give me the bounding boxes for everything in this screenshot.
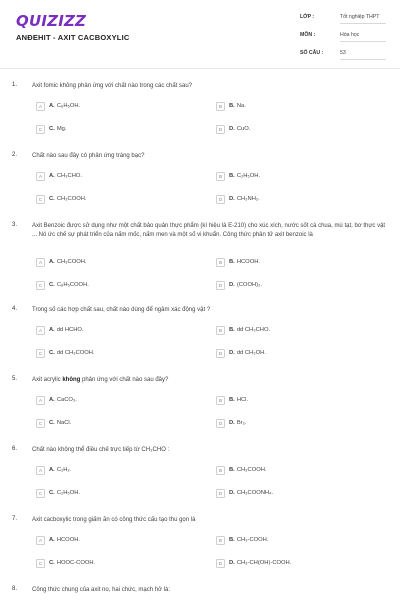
option-text: HOOC-COOH. (56, 560, 96, 566)
option-text: C₂H₅OH. (56, 490, 81, 496)
option-b[interactable] (216, 324, 270, 336)
question-number: 6. (12, 446, 18, 452)
option-text: HCOOH. (56, 537, 81, 543)
question-text-post: phản ứng với chất nào sau đây? (80, 377, 169, 383)
question-text-pre: Axit acrylic (32, 377, 63, 383)
info-value: Tốt nghiệp THPT (340, 14, 386, 24)
option-text: CH₃COONH₄. (236, 490, 274, 496)
option-text: C₂H₂. (56, 467, 72, 473)
option-box: A (36, 536, 45, 545)
option-key: B. (229, 397, 235, 403)
option-box: D (216, 281, 225, 290)
option-box: A (36, 466, 45, 475)
option-box: A (36, 172, 45, 181)
option-text: HCl. (236, 397, 249, 403)
option-text: CH₃COOH. (236, 467, 267, 473)
option-key: A. (49, 397, 55, 403)
option-box: D (216, 419, 225, 428)
option-text: C₂H₅OH. (236, 173, 261, 179)
option-key: A. (49, 103, 55, 109)
option-box: D (216, 559, 225, 568)
option-b[interactable] (216, 464, 267, 476)
option-text: dd CH₃CHO. (236, 327, 271, 333)
option-key: B. (229, 467, 235, 473)
option-d[interactable] (216, 193, 260, 205)
option-box: C (36, 489, 45, 498)
info-row-subject (300, 30, 386, 43)
info-value: 53 (340, 50, 386, 60)
option-c[interactable] (36, 417, 71, 429)
option-text: CH₃COOH. (56, 196, 87, 202)
option-key: B. (229, 327, 235, 333)
question-number: 1. (12, 82, 18, 88)
option-b[interactable] (216, 170, 260, 182)
option-a[interactable] (36, 534, 80, 546)
option-text: Mg. (56, 126, 67, 132)
option-key: A. (49, 327, 55, 333)
option-key: C. (49, 196, 55, 202)
option-key: A. (49, 467, 55, 473)
question-number: 8. (12, 586, 18, 592)
option-text: HCOOH. (236, 259, 261, 265)
question-text: Chất nào không thể điều chế trực tiếp từ CH₃CHO : (32, 447, 170, 453)
question-number: 5. (12, 376, 18, 382)
option-b[interactable] (216, 394, 248, 406)
option-key: D. (229, 490, 235, 496)
option-text: CH₃COOH. (56, 259, 87, 265)
option-key: B. (229, 537, 235, 543)
option-key: C. (49, 560, 55, 566)
option-d[interactable] (216, 487, 273, 499)
option-a[interactable] (36, 170, 82, 182)
option-d[interactable] (216, 347, 266, 359)
option-c[interactable] (36, 557, 95, 569)
option-c[interactable] (36, 193, 87, 205)
worksheet-header (0, 0, 400, 62)
option-c[interactable] (36, 279, 89, 291)
option-box: A (36, 102, 45, 111)
option-b[interactable] (216, 100, 246, 112)
info-value: Hóa học (340, 32, 386, 42)
option-box: D (216, 125, 225, 134)
option-box: D (216, 489, 225, 498)
option-key: B. (229, 173, 235, 179)
option-text: Na. (236, 103, 246, 109)
option-b[interactable] (216, 534, 268, 546)
option-a[interactable] (36, 324, 84, 336)
header-divider (0, 68, 400, 69)
option-box: C (36, 125, 45, 134)
option-box: A (36, 258, 45, 267)
option-box: B (216, 102, 225, 111)
option-box: B (216, 536, 225, 545)
worksheet-info (300, 12, 386, 56)
option-key: A. (49, 173, 55, 179)
option-key: D. (229, 126, 235, 132)
option-text: Br₂. (236, 420, 247, 426)
question-text: Chất nào sau đây có phản ứng tráng bạc? (32, 153, 145, 159)
option-text: CH₃-CH(OH)-COOH. (236, 560, 292, 566)
info-row-question-count (300, 48, 386, 61)
option-b[interactable] (216, 256, 260, 268)
option-text: NaCl. (56, 420, 72, 426)
option-c[interactable] (36, 347, 95, 359)
option-box: C (36, 559, 45, 568)
info-label: MÔN : (300, 32, 316, 38)
option-box: D (216, 195, 225, 204)
option-box: C (36, 281, 45, 290)
option-key: D. (229, 282, 235, 288)
option-text: CuO. (236, 126, 251, 132)
option-a[interactable] (36, 394, 77, 406)
option-box: C (36, 349, 45, 358)
info-row-class (300, 12, 386, 25)
option-c[interactable] (36, 123, 66, 135)
option-text: dd CH₃OH. (236, 350, 266, 356)
option-key: C. (49, 126, 55, 132)
option-key: C. (49, 350, 55, 356)
option-box: B (216, 172, 225, 181)
question-text: Trong số các hợp chất sau, chất nào dùng để ngâm xác động vật ? (32, 307, 211, 313)
option-text: (COOH)₂. (236, 282, 262, 288)
option-box: B (216, 258, 225, 267)
question-text: Axit Benzoic được sử dụng như một chất bảo quản thực phẩm (kí hiệu là E-210) cho xúc xích, nước sốt cà chua, mù tạt, bơ thực vật ... Nó ức chế sự phát triển của nấm mốc, nấm men và một số vi khuẩn. Công thức phân tử axit benzoic là (32, 223, 386, 238)
question-text: Axit fomic không phản ứng với chất nào trong các chất sau? (32, 83, 193, 89)
option-box: B (216, 396, 225, 405)
option-key: B. (229, 103, 235, 109)
question-text: Công thức chung của axit no, hai chức, mạch hở là: (32, 587, 171, 593)
option-box: A (36, 326, 45, 335)
option-key: D. (229, 420, 235, 426)
option-text: dd HCHO. (56, 327, 84, 333)
option-key: D. (229, 350, 235, 356)
option-d[interactable] (216, 557, 291, 569)
option-text: C₆H₅COOH. (56, 282, 89, 288)
option-box: D (216, 349, 225, 358)
option-key: D. (229, 196, 235, 202)
question-number: 2. (12, 152, 18, 158)
option-box: A (36, 396, 45, 405)
question-number: 3. (12, 222, 18, 228)
option-c[interactable] (36, 487, 80, 499)
info-label: LỚP : (300, 14, 315, 20)
option-a[interactable] (36, 256, 87, 268)
option-d[interactable] (216, 417, 246, 429)
question-text: Axit cacboxylic trong giấm ăn có công thức cấu tạo thu gọn là (32, 517, 196, 523)
question-text (32, 376, 388, 385)
question-text-emphasis: không (62, 377, 81, 383)
option-key: C. (49, 282, 55, 288)
option-d[interactable] (216, 279, 262, 291)
option-box: B (216, 326, 225, 335)
option-key: A. (49, 259, 55, 265)
option-box: C (36, 195, 45, 204)
quizizz-logo: QUIZIZZ (16, 12, 87, 30)
option-text: CaCO₃. (56, 397, 77, 403)
option-text: CH₃NH₂. (236, 196, 260, 202)
option-text: CH₃CHO. (56, 173, 83, 179)
option-d[interactable] (216, 123, 250, 135)
option-key: A. (49, 537, 55, 543)
option-box: C (36, 419, 45, 428)
question-number: 4. (12, 306, 18, 312)
option-key: B. (229, 259, 235, 265)
option-a[interactable] (36, 464, 71, 476)
option-text: CH₃-COOH. (236, 537, 269, 543)
worksheet-title: ANĐEHIT - AXIT CACBOXYLIC (16, 33, 130, 42)
option-box: B (216, 466, 225, 475)
question-number: 7. (12, 516, 18, 522)
option-text: dd CH₃COOH. (56, 350, 95, 356)
option-a[interactable] (36, 100, 80, 112)
option-key: C. (49, 490, 55, 496)
option-key: D. (229, 560, 235, 566)
info-label: SỐ CÂU : (300, 50, 324, 56)
option-text: C₆H₅OH. (56, 103, 81, 109)
option-key: C. (49, 420, 55, 426)
